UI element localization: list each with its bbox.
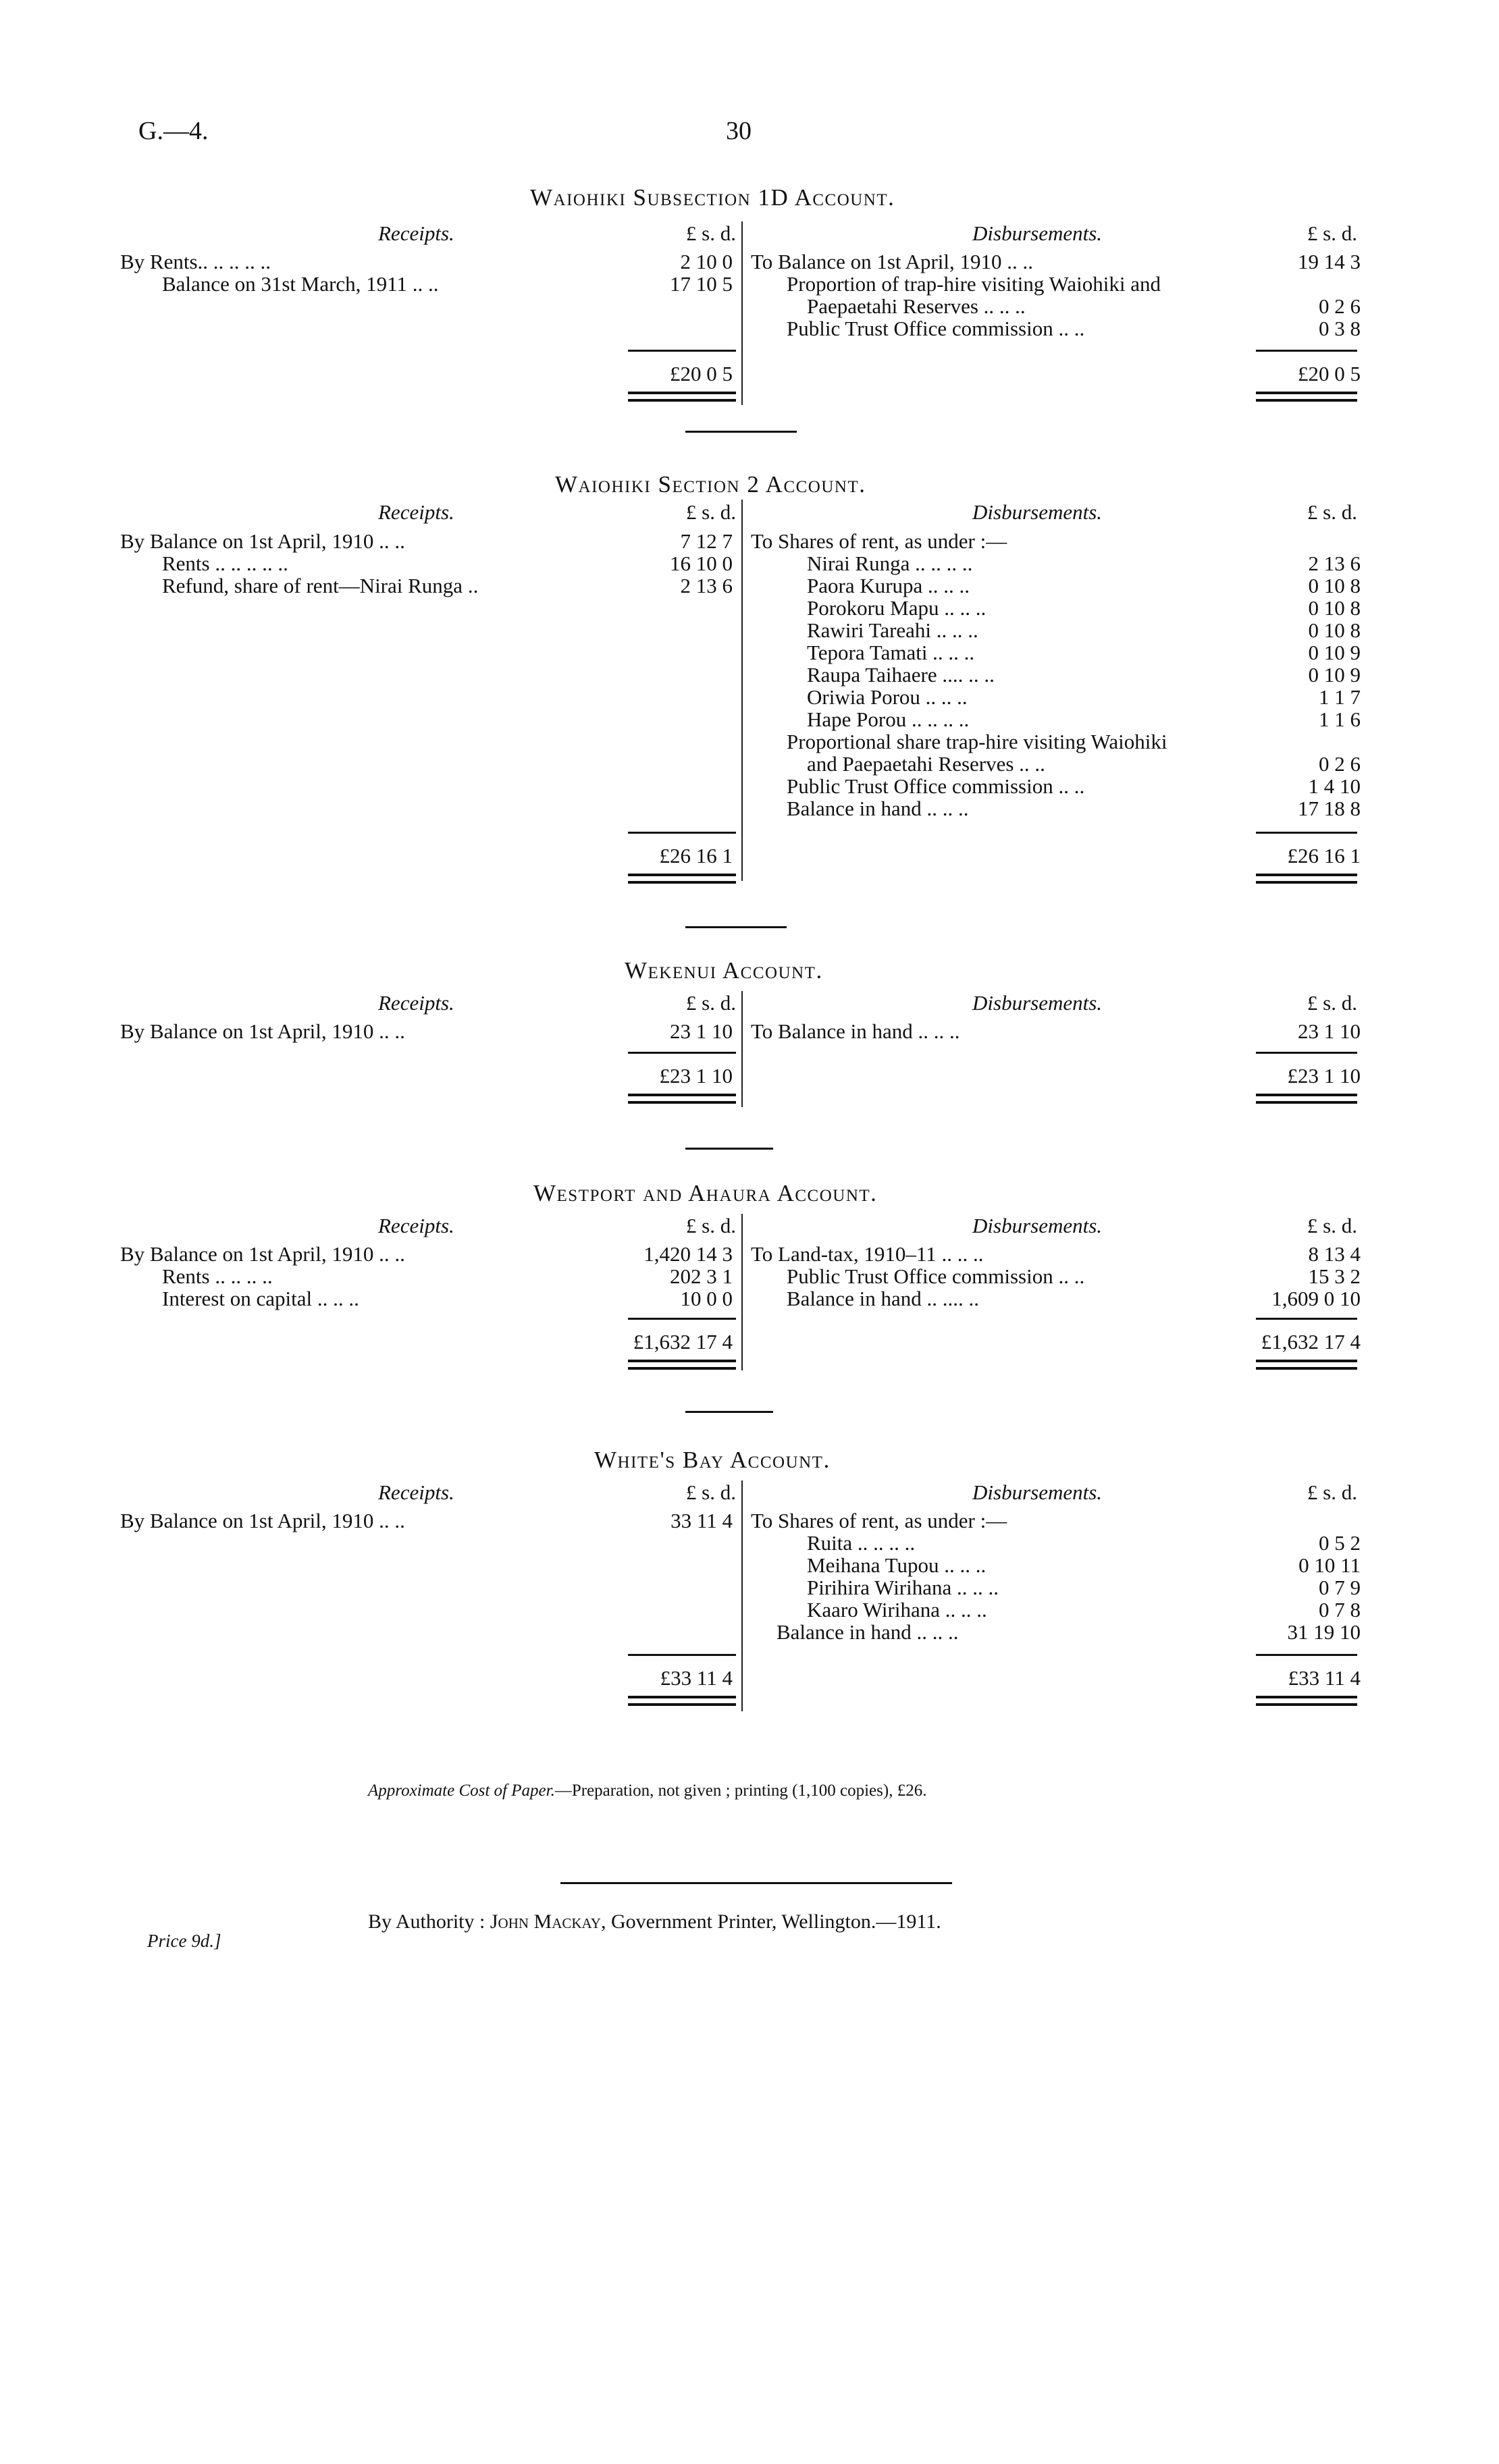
receipts-currency-heading: £ s. d. bbox=[685, 991, 736, 1015]
disbursement-item-amount: 0 3 8 bbox=[1319, 317, 1361, 340]
receipts-heading: Receipts. bbox=[378, 1214, 454, 1237]
authority-prefix: By Authority : bbox=[368, 1910, 485, 1933]
disbursement-item-label: Nirai Runga .. .. .. .. bbox=[807, 552, 973, 575]
disbursement-item-amount: 1,609 0 10 bbox=[1271, 1287, 1361, 1310]
disbursement-item-label: Hape Porou .. .. .. .. bbox=[807, 707, 970, 731]
receipt-item-amount: 2 10 0 bbox=[680, 250, 733, 273]
disbursement-item-label: Rawiri Tareahi .. .. .. bbox=[807, 618, 978, 642]
disbursement-item-amount: 0 10 8 bbox=[1308, 596, 1361, 620]
section-separator bbox=[685, 431, 797, 433]
receipts-currency-heading: £ s. d. bbox=[685, 500, 736, 524]
disbursement-item-label: Ruita .. .. .. .. bbox=[807, 1531, 916, 1555]
receipt-item-label: By Balance on 1st April, 1910 .. .. bbox=[120, 1019, 405, 1043]
receipt-item-label: By Balance on 1st April, 1910 .. .. bbox=[120, 1242, 405, 1266]
disbursements-total: £26 16 1 bbox=[1287, 844, 1361, 867]
disbursements-sum-rule bbox=[1256, 1318, 1357, 1320]
receipts-sum-rule bbox=[628, 350, 736, 352]
disbursement-item-amount: 0 7 8 bbox=[1319, 1598, 1361, 1622]
disbursement-item-amount: 0 10 9 bbox=[1308, 641, 1361, 664]
disbursement-item-label: Public Trust Office commission .. .. bbox=[787, 1264, 1085, 1288]
disbursement-item-label: Raupa Taihaere .... .. .. bbox=[807, 663, 995, 687]
disbursements-heading: Disbursements. bbox=[972, 500, 1103, 524]
disbursement-item-amount: 1 4 10 bbox=[1308, 774, 1361, 798]
printer-name: John Mackay, bbox=[490, 1910, 606, 1933]
disbursement-item-amount: 15 3 2 bbox=[1308, 1264, 1361, 1288]
disbursements-total-double-rule bbox=[1256, 1696, 1357, 1706]
column-divider bbox=[741, 221, 743, 405]
disbursements-currency-heading: £ s. d. bbox=[1307, 991, 1357, 1015]
page-code: G.—4. bbox=[138, 117, 209, 145]
receipts-total-double-rule bbox=[628, 1094, 736, 1104]
disbursement-item-label: Pirihira Wirihana .. .. .. bbox=[807, 1576, 999, 1599]
receipts-heading: Receipts. bbox=[378, 221, 454, 245]
disbursement-item-label: To Shares of rent, as under :— bbox=[751, 529, 1007, 553]
receipts-total: £1,632 17 4 bbox=[633, 1330, 733, 1354]
disbursement-item-label: Oriwia Porou .. .. .. bbox=[807, 685, 968, 709]
disbursements-total-double-rule bbox=[1256, 874, 1357, 884]
receipt-item-label: Rents .. .. .. .. bbox=[162, 1264, 273, 1288]
disbursements-heading: Disbursements. bbox=[972, 1214, 1103, 1237]
receipt-item-amount: 33 11 4 bbox=[670, 1509, 733, 1532]
receipt-item-amount: 23 1 10 bbox=[670, 1019, 733, 1043]
disbursements-heading: Disbursements. bbox=[972, 991, 1103, 1015]
disbursement-item-amount: 19 14 3 bbox=[1298, 250, 1361, 273]
receipts-sum-rule bbox=[628, 1052, 736, 1054]
disbursements-total: £33 11 4 bbox=[1288, 1666, 1361, 1690]
receipt-item-amount: 1,420 14 3 bbox=[643, 1242, 733, 1266]
disbursement-item-amount: 0 2 6 bbox=[1319, 294, 1361, 318]
disbursements-currency-heading: £ s. d. bbox=[1307, 500, 1357, 524]
receipts-total: £26 16 1 bbox=[659, 844, 733, 867]
receipts-total: £20 0 5 bbox=[670, 362, 733, 385]
disbursement-item-label: Kaaro Wirihana .. .. .. bbox=[807, 1598, 987, 1622]
receipt-item-amount: 10 0 0 bbox=[680, 1287, 733, 1310]
section-separator bbox=[685, 1148, 773, 1150]
disbursement-item-amount: 0 10 11 bbox=[1298, 1553, 1361, 1577]
receipts-total: £33 11 4 bbox=[660, 1666, 733, 1690]
account-title: Waiohiki Section 2 Account. bbox=[555, 471, 866, 498]
disbursement-item-amount: 0 10 8 bbox=[1308, 618, 1361, 642]
disbursement-item-amount: 0 10 9 bbox=[1308, 663, 1361, 687]
cost-of-paper-label: Approximate Cost of Paper. bbox=[368, 1782, 555, 1800]
authority-rest: Government Printer, Wellington.—1911. bbox=[610, 1910, 941, 1933]
disbursement-item-amount: 0 10 8 bbox=[1308, 574, 1361, 597]
disbursements-total-double-rule bbox=[1256, 1094, 1357, 1104]
account-title: Waiohiki Subsection 1D Account. bbox=[530, 184, 895, 211]
disbursements-total: £1,632 17 4 bbox=[1261, 1330, 1361, 1354]
disbursement-item-label: Proportional share trap-hire visiting Waiohiki bbox=[787, 730, 1167, 753]
receipt-item-label: Interest on capital .. .. .. bbox=[162, 1287, 359, 1310]
disbursement-item-label: Paepaetahi Reserves .. .. .. bbox=[807, 294, 1026, 318]
receipts-heading: Receipts. bbox=[378, 500, 454, 524]
receipts-currency-heading: £ s. d. bbox=[685, 221, 736, 245]
disbursement-item-amount: 31 19 10 bbox=[1287, 1620, 1361, 1644]
disbursements-currency-heading: £ s. d. bbox=[1307, 221, 1357, 245]
disbursement-item-label: Tepora Tamati .. .. .. bbox=[807, 641, 975, 664]
disbursement-item-amount: 1 1 7 bbox=[1319, 685, 1361, 709]
disbursement-item-label: Balance in hand .. .. .. bbox=[777, 1620, 959, 1644]
disbursement-item-amount: 23 1 10 bbox=[1298, 1019, 1361, 1043]
section-separator bbox=[685, 1411, 773, 1413]
receipts-total-double-rule bbox=[628, 1360, 736, 1370]
cost-of-paper-text: —Preparation, not given ; printing (1,100 copies), £26. bbox=[554, 1782, 927, 1800]
disbursements-total-double-rule bbox=[1256, 392, 1357, 402]
section-separator bbox=[685, 926, 787, 928]
disbursement-item-label: Balance in hand .. .... .. bbox=[787, 1287, 979, 1310]
disbursement-item-amount: 0 7 9 bbox=[1319, 1576, 1361, 1599]
disbursement-item-label: Paora Kurupa .. .. .. bbox=[807, 574, 970, 597]
disbursement-item-label: Public Trust Office commission .. .. bbox=[787, 317, 1085, 340]
disbursements-currency-heading: £ s. d. bbox=[1307, 1480, 1357, 1504]
receipts-sum-rule bbox=[628, 1318, 736, 1320]
column-divider bbox=[741, 1480, 743, 1711]
receipt-item-label: Refund, share of rent—Nirai Runga .. bbox=[162, 574, 479, 597]
disbursement-item-label: Proportion of trap-hire visiting Waiohiki and bbox=[787, 272, 1161, 296]
receipts-total: £23 1 10 bbox=[659, 1064, 733, 1088]
disbursement-item-label: To Balance in hand .. .. .. bbox=[751, 1019, 960, 1043]
disbursements-total: £23 1 10 bbox=[1287, 1064, 1361, 1088]
receipt-item-amount: 202 3 1 bbox=[670, 1264, 733, 1288]
disbursement-item-amount: 2 13 6 bbox=[1308, 552, 1361, 575]
receipt-item-label: By Balance on 1st April, 1910 .. .. bbox=[120, 1509, 405, 1532]
page-number: 30 bbox=[726, 117, 752, 145]
disbursements-sum-rule bbox=[1256, 350, 1357, 352]
receipts-total-double-rule bbox=[628, 1696, 736, 1706]
receipt-item-label: By Balance on 1st April, 1910 .. .. bbox=[120, 529, 405, 553]
footer-rule bbox=[560, 1882, 952, 1884]
receipt-item-label: Rents .. .. .. .. .. bbox=[162, 552, 288, 575]
disbursements-sum-rule bbox=[1256, 832, 1357, 834]
disbursement-item-label: Porokoru Mapu .. .. .. bbox=[807, 596, 987, 620]
receipts-currency-heading: £ s. d. bbox=[685, 1214, 736, 1237]
disbursement-item-label: To Balance on 1st April, 1910 .. .. bbox=[751, 250, 1034, 273]
disbursements-currency-heading: £ s. d. bbox=[1307, 1214, 1357, 1237]
disbursement-item-amount: 8 13 4 bbox=[1308, 1242, 1361, 1266]
disbursement-item-label: To Shares of rent, as under :— bbox=[751, 1509, 1007, 1532]
printer-authority bbox=[368, 1912, 941, 1932]
receipts-total-double-rule bbox=[628, 392, 736, 402]
receipts-heading: Receipts. bbox=[378, 991, 454, 1015]
receipt-item-amount: 2 13 6 bbox=[680, 574, 733, 597]
receipts-sum-rule bbox=[628, 832, 736, 834]
disbursement-item-label: To Land-tax, 1910–11 .. .. .. bbox=[751, 1242, 984, 1266]
receipt-item-label: Balance on 31st March, 1911 .. .. bbox=[162, 272, 439, 296]
receipts-sum-rule bbox=[628, 1654, 736, 1656]
receipt-item-label: By Rents.. .. .. .. .. bbox=[120, 250, 271, 273]
disbursement-item-label: and Paepaetahi Reserves .. .. bbox=[807, 752, 1045, 776]
disbursements-total: £20 0 5 bbox=[1298, 362, 1361, 385]
account-title: Westport and Ahaura Account. bbox=[533, 1180, 878, 1206]
disbursement-item-amount: 1 1 6 bbox=[1319, 707, 1361, 731]
account-title: White's Bay Account. bbox=[594, 1447, 831, 1473]
disbursement-item-amount: 17 18 8 bbox=[1298, 797, 1361, 820]
receipts-total-double-rule bbox=[628, 874, 736, 884]
disbursements-sum-rule bbox=[1256, 1052, 1357, 1054]
receipt-item-amount: 7 12 7 bbox=[680, 529, 733, 553]
column-divider bbox=[741, 1214, 743, 1370]
disbursements-heading: Disbursements. bbox=[972, 1480, 1103, 1504]
receipts-currency-heading: £ s. d. bbox=[685, 1480, 736, 1504]
disbursement-item-amount: 0 5 2 bbox=[1319, 1531, 1361, 1555]
receipt-item-amount: 16 10 0 bbox=[670, 552, 733, 575]
price-note: Price 9d.] bbox=[147, 1931, 221, 1951]
cost-of-paper-note bbox=[368, 1782, 926, 1799]
column-divider bbox=[741, 500, 743, 881]
disbursements-heading: Disbursements. bbox=[972, 221, 1103, 245]
receipt-item-amount: 17 10 5 bbox=[670, 272, 733, 296]
disbursement-item-amount: 0 2 6 bbox=[1319, 752, 1361, 776]
receipts-heading: Receipts. bbox=[378, 1480, 454, 1504]
disbursement-item-label: Public Trust Office commission .. .. bbox=[787, 774, 1085, 798]
column-divider bbox=[741, 991, 743, 1107]
disbursements-sum-rule bbox=[1256, 1654, 1357, 1656]
account-title: Wekenui Account. bbox=[625, 957, 823, 984]
disbursement-item-label: Meihana Tupou .. .. .. bbox=[807, 1553, 987, 1577]
disbursements-total-double-rule bbox=[1256, 1360, 1357, 1370]
disbursement-item-label: Balance in hand .. .. .. bbox=[787, 797, 969, 820]
